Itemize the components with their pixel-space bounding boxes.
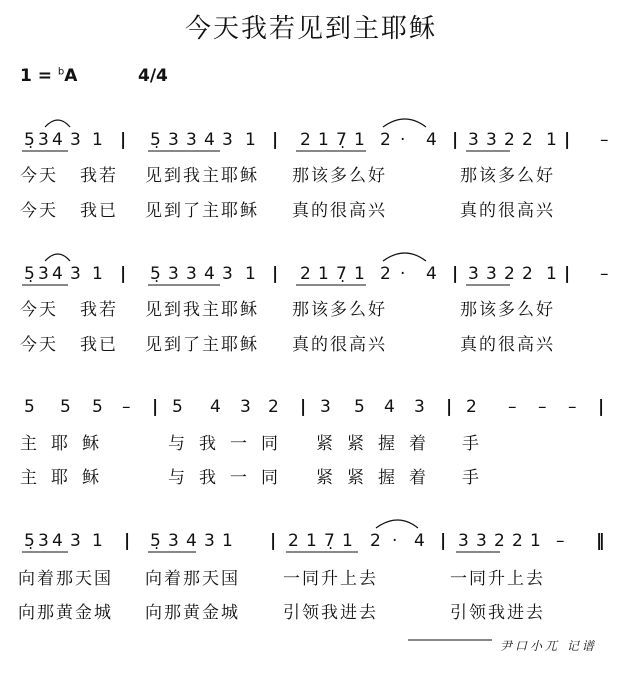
note-symbol: –	[600, 130, 609, 150]
lyric-phrase: 那该多么好	[292, 300, 387, 320]
note-symbol: 3	[204, 531, 215, 551]
note-symbol: 2	[466, 397, 477, 417]
barline: |	[564, 264, 571, 284]
lyric-phrase: 真的很高兴	[292, 335, 387, 355]
note-symbol: 3	[486, 264, 497, 284]
note-symbol: 1	[306, 531, 317, 551]
note-symbol: 3	[70, 264, 81, 284]
lyric-phrase: 紧紧握着	[316, 468, 440, 488]
note-symbol: 2	[504, 264, 515, 284]
lyric-phrase: 紧紧握着	[316, 434, 440, 454]
lyric-phrase: 向着那天国	[145, 569, 240, 589]
lyric-phrase: 引领我进去	[283, 603, 378, 623]
note-symbol: 1	[92, 130, 103, 150]
note-symbol: 3	[38, 130, 49, 150]
barline: |	[452, 130, 459, 150]
lyric-phrase: 与我一同	[168, 468, 292, 488]
song-title: 今天我若见到主耶稣	[184, 14, 437, 44]
flat-sign: b	[57, 66, 65, 78]
note-symbol: 4	[52, 264, 63, 284]
note-symbol: 4	[52, 531, 63, 551]
note-symbol: –	[600, 264, 609, 284]
lyric-phrase: 见到我主耶稣	[145, 300, 259, 320]
lyric-phrase: 今天	[20, 335, 58, 355]
note-symbol: 4	[384, 397, 395, 417]
note-symbol: 5̣	[24, 531, 35, 551]
note-symbol: 4	[210, 397, 221, 417]
note-symbol: –	[556, 531, 565, 551]
note-symbol: 7̣	[336, 264, 347, 284]
note-symbol: 4	[414, 531, 425, 551]
note-symbol: –	[538, 397, 547, 417]
note-symbol: 1	[92, 264, 103, 284]
lyric-phrase: 真的很高兴	[292, 201, 387, 221]
note-symbol: –	[508, 397, 517, 417]
barline: |	[270, 531, 277, 551]
note-symbol: 3	[468, 264, 479, 284]
barline: |	[124, 531, 131, 551]
note-symbol: 2	[300, 264, 311, 284]
lyric-phrase: 我若	[80, 300, 118, 320]
slur-arc	[45, 120, 70, 127]
barline: ‖	[596, 531, 605, 551]
note-symbol: 1	[354, 264, 365, 284]
slur-arc	[376, 520, 418, 528]
note-symbol: –	[122, 397, 131, 417]
note-symbol: 5̣	[150, 531, 161, 551]
note-symbol: 3	[168, 531, 179, 551]
note-symbol: 2	[494, 531, 505, 551]
lyric-phrase: 向那黄金城	[18, 603, 113, 623]
lyric-phrase: 向着那天国	[18, 569, 113, 589]
note-symbol: 3	[458, 531, 469, 551]
note-symbol: 2	[512, 531, 523, 551]
note-symbol: 4	[204, 264, 215, 284]
lyric-phrase: 真的很高兴	[460, 335, 555, 355]
barline: |	[300, 397, 307, 417]
note-symbol: 1	[530, 531, 541, 551]
note-symbol: 3	[186, 264, 197, 284]
note-symbol: 2	[522, 130, 533, 150]
note-symbol: 7̣	[324, 531, 335, 551]
key-prefix: 1 =	[20, 66, 58, 86]
note-symbol: 1	[342, 531, 353, 551]
note-symbol: 7̣	[336, 130, 347, 150]
barline: |	[272, 264, 279, 284]
slur-arc	[383, 253, 426, 261]
note-symbol: 3	[476, 531, 487, 551]
lyric-phrase: 一同升上去	[450, 569, 545, 589]
lyric-phrase: 我若	[80, 166, 118, 186]
time-signature: 4/4	[138, 66, 168, 86]
lyric-phrase: 手	[462, 434, 481, 454]
lyric-phrase: 那该多么好	[460, 300, 555, 320]
barline: |	[440, 531, 447, 551]
note-symbol: ·	[400, 264, 406, 284]
note-symbol: 3	[38, 531, 49, 551]
note-symbol: 5̣	[150, 130, 161, 150]
note-symbol: 3	[468, 130, 479, 150]
barline: |	[564, 130, 571, 150]
key-note: A	[64, 66, 78, 86]
lyric-phrase: 今天	[20, 300, 58, 320]
note-symbol: 3	[70, 130, 81, 150]
lyric-phrase: 见到我主耶稣	[145, 166, 259, 186]
note-symbol: 1	[222, 531, 233, 551]
note-symbol: 5	[172, 397, 183, 417]
note-symbol: 3	[222, 130, 233, 150]
note-symbol: 4	[204, 130, 215, 150]
note-symbol: –	[568, 397, 577, 417]
note-symbol: 1	[245, 264, 256, 284]
note-symbol: ·	[400, 130, 406, 150]
barline: |	[452, 264, 459, 284]
note-symbol: 4	[426, 264, 437, 284]
note-symbol: 4	[426, 130, 437, 150]
note-symbol: 5̣	[24, 264, 35, 284]
lyric-phrase: 向那黄金城	[145, 603, 240, 623]
note-symbol: 3	[414, 397, 425, 417]
note-symbol: 5	[92, 397, 103, 417]
barline: |	[120, 130, 127, 150]
note-symbol: 2	[288, 531, 299, 551]
note-symbol: 3	[38, 264, 49, 284]
note-symbol: 2	[268, 397, 279, 417]
lyric-phrase: 那该多么好	[460, 166, 555, 186]
barline: |	[152, 397, 159, 417]
note-symbol: 5̣	[150, 264, 161, 284]
note-symbol: 1	[92, 531, 103, 551]
lyric-phrase: 手	[462, 468, 481, 488]
lyric-phrase: 主耶稣	[20, 434, 113, 454]
note-symbol: 3	[186, 130, 197, 150]
transcriber-credit: 尹口小兀 记谱	[500, 639, 597, 653]
barline: |	[446, 397, 453, 417]
lyric-phrase: 主耶稣	[20, 468, 113, 488]
lyric-phrase: 那该多么好	[292, 166, 387, 186]
note-symbol: 2	[504, 130, 515, 150]
lyric-phrase: 与我一同	[168, 434, 292, 454]
note-symbol: 2	[380, 130, 391, 150]
note-symbol: 5	[354, 397, 365, 417]
note-symbol: 3	[70, 531, 81, 551]
slur-arc	[383, 119, 426, 127]
note-symbol: 1	[546, 130, 557, 150]
note-symbol: 3	[240, 397, 251, 417]
lyric-phrase: 今天	[20, 166, 58, 186]
note-symbol: 3	[168, 130, 179, 150]
note-symbol: 1	[318, 264, 329, 284]
note-symbol: 1	[245, 130, 256, 150]
slur-arc	[45, 254, 70, 261]
note-symbol: 2	[522, 264, 533, 284]
note-symbol: 5̣	[24, 130, 35, 150]
note-symbol: 3	[222, 264, 233, 284]
lyric-phrase: 一同升上去	[283, 569, 378, 589]
note-symbol: 4	[52, 130, 63, 150]
note-symbol: 2	[370, 531, 381, 551]
lyric-phrase: 见到了主耶稣	[145, 201, 259, 221]
note-symbol: 5	[60, 397, 71, 417]
lyric-phrase: 我已	[80, 335, 118, 355]
barline: |	[272, 130, 279, 150]
note-symbol: ·	[392, 531, 398, 551]
barline: |	[120, 264, 127, 284]
lyric-phrase: 引领我进去	[450, 603, 545, 623]
lyric-phrase: 我已	[80, 201, 118, 221]
note-symbol: 3	[168, 264, 179, 284]
note-symbol: 5	[24, 397, 35, 417]
note-symbol: 2	[300, 130, 311, 150]
note-symbol: 2	[380, 264, 391, 284]
note-symbol: 1	[546, 264, 557, 284]
note-symbol: 1	[318, 130, 329, 150]
barline: |	[598, 397, 605, 417]
lyric-phrase: 真的很高兴	[460, 201, 555, 221]
lyric-phrase: 今天	[20, 201, 58, 221]
note-symbol: 3	[320, 397, 331, 417]
note-symbol: 1	[354, 130, 365, 150]
lyric-phrase: 见到了主耶稣	[145, 335, 259, 355]
note-symbol: 3	[486, 130, 497, 150]
note-symbol: 4	[186, 531, 197, 551]
